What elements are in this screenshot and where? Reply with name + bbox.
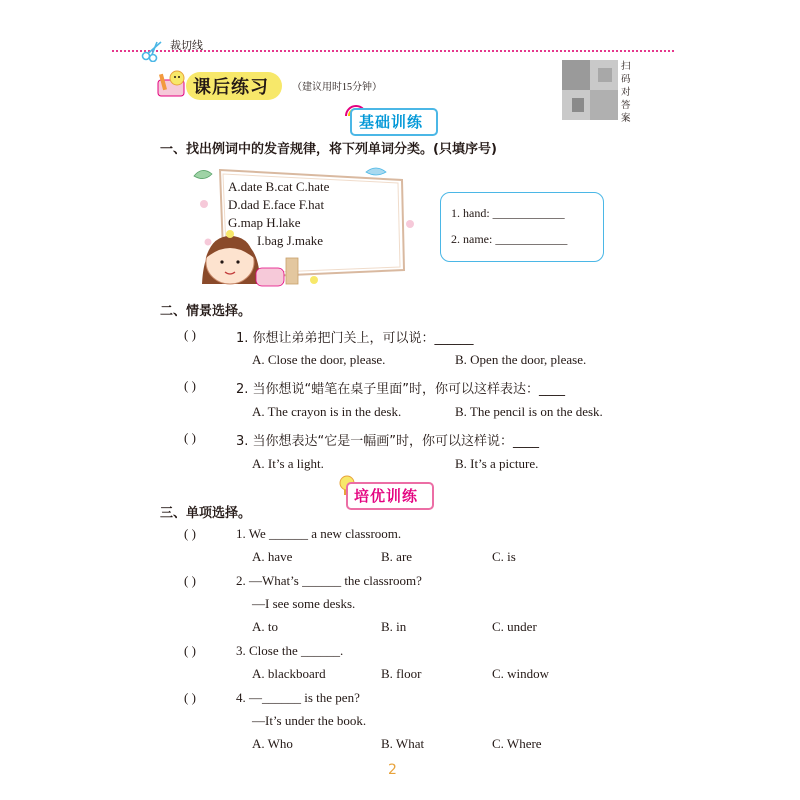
question-text: 1. 你想让弟弟把门关上，可以说：______ xyxy=(236,331,474,346)
answer-paren[interactable]: ( ) xyxy=(184,327,196,342)
question-text: 4. —______ is the pen? xyxy=(236,690,360,705)
scissors-icon xyxy=(141,40,165,62)
answer-box xyxy=(440,192,604,262)
answer-name[interactable]: 2. name: ____________ xyxy=(451,232,568,246)
question-text: 3. Close the ______. xyxy=(236,643,344,658)
option-b[interactable]: B. are xyxy=(381,549,413,564)
option-a[interactable]: A. blackboard xyxy=(252,666,326,681)
option-b[interactable]: B. in xyxy=(381,619,407,634)
option-b[interactable]: B. Open the door, please. xyxy=(455,352,587,367)
question-text: 2. 当你想说“蜡笔在桌子里面”时，你可以这样表达：____ xyxy=(236,382,566,397)
advanced-training-label: 培优训练 xyxy=(354,487,419,505)
option-a[interactable]: A. to xyxy=(252,619,278,634)
cut-line-label: 裁切线 xyxy=(170,39,203,52)
option-c[interactable]: C. is xyxy=(492,549,516,564)
option-b[interactable]: B. The pencil is on the desk. xyxy=(455,404,603,419)
board-line-3: G.map H.lake xyxy=(228,215,301,230)
option-c[interactable]: C. window xyxy=(492,666,550,681)
option-c[interactable]: C. Where xyxy=(492,736,542,751)
dialogue-response: —I see some desks. xyxy=(252,596,356,611)
question-text: 3. 当你想表达“它是一幅画”时，你可以这样说：____ xyxy=(236,434,540,449)
dialogue-response: —It’s under the book. xyxy=(252,713,367,728)
answer-hand[interactable]: 1. hand: ____________ xyxy=(451,206,565,220)
option-a[interactable]: A. Who xyxy=(252,736,293,751)
option-a[interactable]: A. have xyxy=(252,549,293,564)
section-1-heading: 一、找出例词中的发音规律，将下列单词分类。(只填序号) xyxy=(160,142,497,157)
option-b[interactable]: B. What xyxy=(381,736,425,751)
question-text: 1. We ______ a new classroom. xyxy=(236,526,402,541)
qr-caption: 扫码对答案 xyxy=(621,61,631,124)
basic-training-label: 基础训练 xyxy=(359,113,424,131)
answer-paren[interactable]: ( ) xyxy=(184,430,196,445)
option-b[interactable]: B. floor xyxy=(381,666,422,681)
answer-paren[interactable]: ( ) xyxy=(184,526,196,541)
answer-paren[interactable]: ( ) xyxy=(184,643,196,658)
section-2-heading: 二、情景选择。 xyxy=(160,304,252,319)
answer-paren[interactable]: ( ) xyxy=(184,690,196,705)
qr-code-image xyxy=(562,60,618,120)
board-line-2: D.dad E.face F.hat xyxy=(228,197,325,212)
answer-paren[interactable]: ( ) xyxy=(184,573,196,588)
pencil-book-icon xyxy=(155,64,189,100)
board-line-4: I.bag J.make xyxy=(257,233,324,248)
option-a[interactable]: A. Close the door, please. xyxy=(252,352,386,367)
board-line-1: A.date B.cat C.hate xyxy=(228,179,330,194)
option-b[interactable]: B. It’s a picture. xyxy=(455,456,539,471)
time-suggestion: （建议用时15分钟） xyxy=(292,82,382,93)
question-text: 2. —What’s ______ the classroom? xyxy=(236,573,422,588)
page-number: 2 xyxy=(388,762,397,778)
option-a[interactable]: A. It’s a light. xyxy=(252,456,324,471)
page-title: 课后练习 xyxy=(193,77,269,98)
option-a[interactable]: A. The crayon is in the desk. xyxy=(252,404,402,419)
section-3-heading: 三、单项选择。 xyxy=(160,506,252,521)
option-c[interactable]: C. under xyxy=(492,619,537,634)
answer-paren[interactable]: ( ) xyxy=(184,378,196,393)
